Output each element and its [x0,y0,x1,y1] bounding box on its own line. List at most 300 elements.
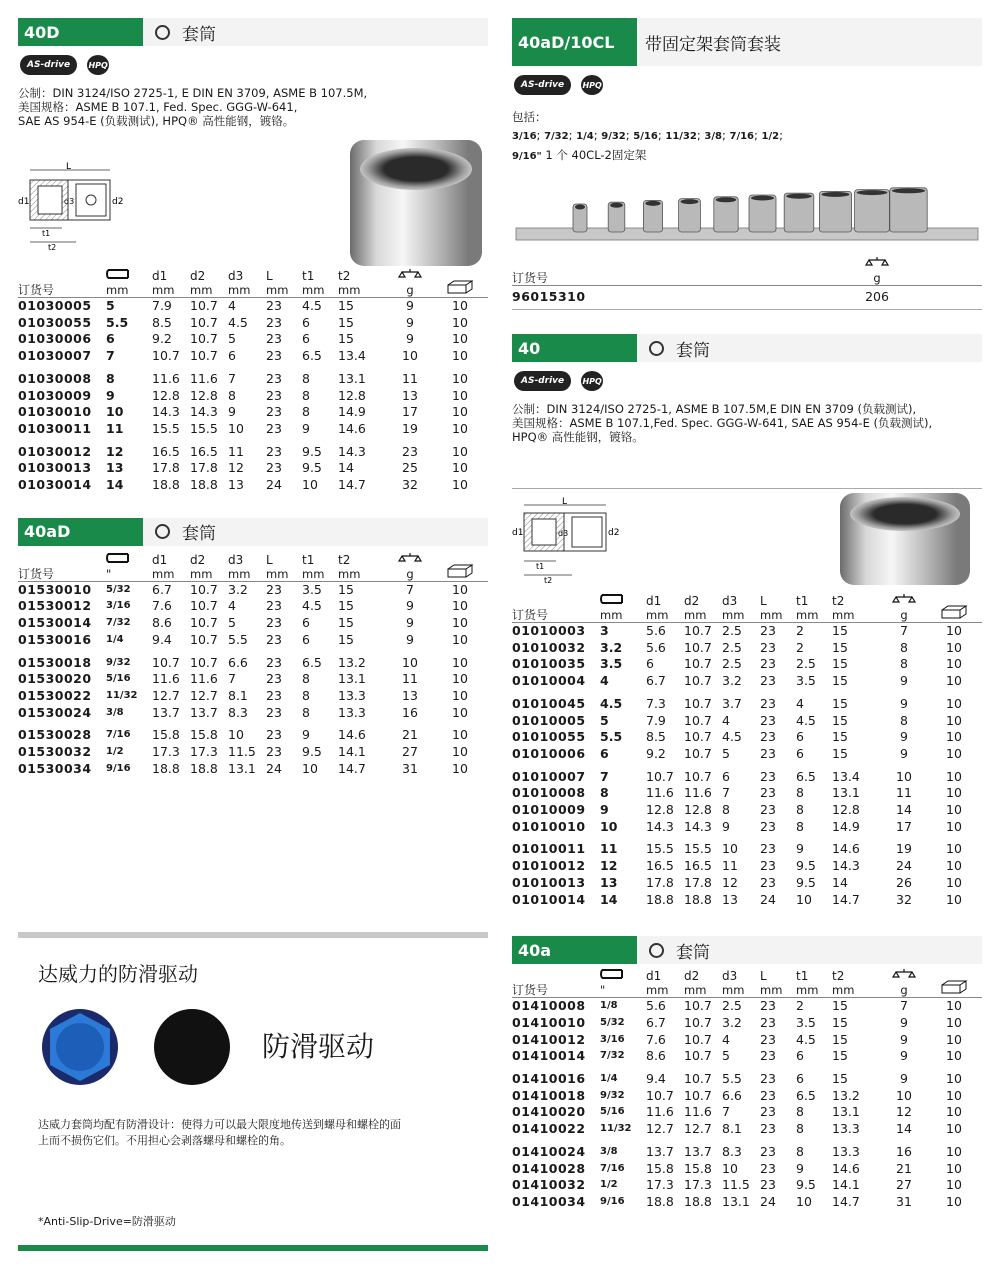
table-row [18,438,488,461]
table-row [18,632,488,649]
d1-value: 7.9 [646,712,666,728]
l-value: 23 [760,858,776,874]
order-number: 01030055 [18,314,92,330]
hpq-logo: HPQ [581,371,603,391]
package-quantity-icon [447,564,473,578]
l-value: 23 [760,802,776,818]
d2-value: 17.3 [684,1177,712,1193]
d3-value: 13.1 [722,1193,750,1209]
unit-label: mm [684,608,707,622]
d1-value: 10.7 [646,768,674,784]
size-value: 4.5 [600,695,623,711]
d2-value: 12.8 [190,387,218,403]
pack-qty-value: 10 [452,404,468,420]
d3-value: 12 [722,874,738,890]
size-value: 14 [106,477,124,493]
table-row [512,1032,982,1049]
d2-value: 17.8 [684,874,712,890]
d3-value: 13 [722,891,738,907]
standards-line: 美国规格：ASME B 107.1,Fed. Spec. GGG-W-641, SAE AS 954-E (负载测试), [512,416,933,430]
d1-value: 11.6 [152,370,180,386]
as-drive-logo: AS-drive [20,55,77,75]
includes-size: 7/16 [729,131,755,142]
table-row [18,460,488,477]
d3-value: 13 [228,477,244,493]
pack-qty-value: 10 [452,387,468,403]
t2-value: 15 [832,1048,848,1064]
d2-value: 15.5 [684,841,712,857]
size-value: 7/16 [106,729,131,741]
t1-value: 3.5 [302,581,322,597]
rail-socket-opening [645,201,660,206]
order-number: 01410024 [512,1143,586,1159]
socket-photo [840,493,970,585]
includes-size: 1/4 [576,131,594,142]
table-row [512,763,982,786]
weight-scale-icon [399,552,421,564]
t1-value: 8 [796,1104,804,1120]
logo-row [514,74,982,96]
table-row [512,1015,982,1032]
size-value: 3.5 [600,656,623,672]
pack-qty-value: 10 [452,631,468,647]
t2-value: 12.8 [338,387,366,403]
d1-value: 12.8 [152,387,180,403]
l-value: 24 [760,891,776,907]
size-value: 13 [600,874,618,890]
order-number: 01030014 [18,477,92,493]
table-row [18,671,488,688]
footer-bar [18,1245,488,1251]
section-title: 套筒 [676,942,710,963]
diagram-label: d3 [64,197,75,206]
pack-qty-value: 10 [946,656,962,672]
order-number: 01410016 [512,1071,586,1087]
l-value: 23 [760,1177,776,1193]
size-value: 9 [600,802,609,818]
table-row [18,315,488,332]
order-number: 01030013 [18,460,92,476]
d1-value: 5.6 [646,998,666,1014]
pack-qty-value: 10 [452,598,468,614]
d1-value: 8.6 [152,615,172,631]
l-value: 23 [266,460,282,476]
d1-value: 18.8 [646,1193,674,1209]
l-value: 23 [760,841,776,857]
d2-value: 10.7 [190,654,218,670]
hpq-logo: HPQ [87,55,109,75]
socket-ring-icon [649,943,664,958]
standards-line: 美国规格：ASME B 107.1, Fed. Spec. GGG-W-641, [18,100,298,114]
d3-value: 8 [722,802,730,818]
order-number: 01010006 [512,745,586,761]
size-value: 10 [106,404,124,420]
order-number: 01010008 [512,785,586,801]
d2-value: 10.7 [684,1031,712,1047]
size-value: 6 [106,331,115,347]
unit-label: mm [266,283,289,297]
weight-scale-icon [399,268,421,280]
l-value: 23 [266,387,282,403]
table-row [512,998,982,1015]
order-number: 01530010 [18,581,92,597]
weight-value: 7 [900,623,908,638]
pack-qty-value: 10 [452,687,468,703]
d3-value: 8.3 [228,704,248,720]
size-value: 9/16 [600,1195,625,1207]
anti-slip-socket-image [40,1007,120,1087]
d2-value: 10.7 [684,998,712,1014]
size-value: 9 [106,387,115,403]
package-quantity-icon [941,605,967,619]
t2-value: 14.3 [832,858,860,874]
d1-value: 7.6 [646,1031,666,1047]
t2-value: 14 [832,874,848,890]
table-row [18,744,488,761]
d2-value: 10.7 [684,695,712,711]
table-row [512,673,982,690]
t1-value: 8 [302,404,310,420]
t2-value: 14.7 [338,760,366,776]
table-row [18,404,488,421]
d3-value: 9 [228,404,236,420]
right-column [512,18,982,1211]
pack-qty-value: 10 [946,841,962,857]
unit-label: mm [796,608,819,622]
d3-value: 5.5 [722,1071,742,1087]
d1-value: 18.8 [152,477,180,493]
table-row [18,581,488,598]
unit-label: mm [190,283,213,297]
column-header-d2: d2 [684,594,700,608]
d2-value: 10.7 [684,623,712,638]
unit-label: mm [722,983,745,998]
weight-value: 17 [896,818,912,834]
table-row [18,477,488,494]
t2-value: 13.3 [832,1121,860,1137]
order-number: 01010014 [512,891,586,907]
table-row [18,331,488,348]
d1-value: 8.6 [646,1048,666,1064]
table-row [18,761,488,778]
size-value: 1/2 [106,746,124,758]
includes-size: 1/2 [761,131,780,142]
size-value: 3/16 [600,1033,625,1045]
unit-label: " [106,566,112,581]
weight-value: 25 [402,460,418,476]
d3-value: 5 [722,1048,730,1064]
weight-value: 9 [406,298,414,313]
t2-value: 15 [338,631,354,647]
socket-ring-icon [649,341,664,356]
pack-qty-value: 10 [946,998,962,1014]
unit-label: mm [832,608,855,622]
weight-value: 31 [896,1193,912,1209]
column-header-d3: d3 [722,969,738,984]
d3-value: 8.3 [722,1143,742,1159]
l-value: 23 [266,420,282,436]
d2-value: 15.5 [190,420,218,436]
l-value: 23 [266,704,282,720]
d1-value: 16.5 [152,443,180,459]
size-value: 7/32 [106,617,131,629]
pack-qty-value: 10 [452,420,468,436]
l-value: 23 [266,370,282,386]
table-row [512,286,982,310]
description-line: 上而不损伤它们。不用担心会剥落螺母和螺栓的角。 [38,1134,291,1147]
d2-value: 10.7 [684,1071,712,1087]
weight-value: 27 [402,744,418,760]
l-value: 23 [266,671,282,687]
l-value: 23 [760,1160,776,1176]
diagram-label: t1 [42,229,51,238]
weight-value: 13 [402,387,418,403]
socket-ring-icon [155,524,170,539]
standards-text [512,402,982,444]
t1-value: 9 [796,1160,804,1176]
d3-value: 4 [228,298,236,313]
weight-value: 10 [402,654,418,670]
d2-value: 10.7 [190,598,218,614]
order-number: 01410012 [512,1031,586,1047]
d2-value: 10.7 [190,331,218,347]
size-value: 11 [600,841,618,857]
order-number: 01010045 [512,695,586,711]
unit-label: mm [600,608,623,622]
rail-socket-opening [892,188,925,193]
table-row [512,1088,982,1105]
weight-value: 206 [865,289,889,305]
weight-scale-icon [893,968,915,980]
t2-value: 14.9 [338,404,366,420]
spec-table-40 [512,593,982,908]
pack-qty-value: 10 [946,785,962,801]
diagram-label: L [562,497,568,507]
weight-value: 14 [896,802,912,818]
pack-qty-value: 10 [452,331,468,347]
pack-qty-value: 10 [946,1121,962,1137]
weight-value: 9 [900,695,908,711]
column-header-t2: t2 [832,594,845,608]
l-value: 23 [266,443,282,459]
table-row [512,690,982,713]
l-value: 23 [760,639,776,655]
weight-value: 7 [900,998,908,1014]
unit-label: g [406,566,414,581]
order-number: 01530032 [18,744,92,760]
diagram-label: d2 [608,528,620,538]
order-number: 01410014 [512,1048,586,1064]
t1-value: 9 [302,727,310,743]
l-value: 23 [760,695,776,711]
table-row [512,785,982,802]
table-row [512,819,982,836]
l-value: 23 [760,874,776,890]
order-number: 01010055 [512,729,586,745]
weight-value: 11 [896,785,912,801]
d3-value: 2.5 [722,656,742,672]
pack-qty-value: 10 [946,1087,962,1103]
d2-value: 15.8 [190,727,218,743]
d1-value: 9.2 [646,745,666,761]
pack-qty-value: 10 [452,370,468,386]
spec-table-40a [512,968,982,1210]
rail-socket-opening [610,203,623,208]
order-number: 01010011 [512,841,586,857]
unit-label: g [900,608,908,622]
order-number: 01010032 [512,639,586,655]
l-value: 23 [266,404,282,420]
unit-label: g [406,283,414,297]
l-value: 23 [760,712,776,728]
weight-value: 10 [896,1087,912,1103]
t2-value: 13.3 [338,704,366,720]
t1-value: 6.5 [796,768,816,784]
pack-qty-value: 10 [946,745,962,761]
pack-qty-value: 10 [452,443,468,459]
table-row [512,1104,982,1121]
size-value: 11/32 [106,689,138,701]
weight-value: 32 [896,891,912,907]
d1-value: 6.7 [646,673,666,689]
column-header-order: 订货号 [18,283,55,297]
size-value: 12 [600,858,618,874]
anti-slip-black-circle [152,1007,232,1087]
l-value: 23 [266,581,282,597]
pack-qty-value: 10 [946,768,962,784]
t2-value: 14.1 [832,1177,860,1193]
d3-value: 7 [228,370,236,386]
unit-label: mm [190,566,213,581]
pack-qty-value: 10 [946,818,962,834]
d1-value: 12.7 [646,1121,674,1137]
order-number: 01530016 [18,631,92,647]
d2-value: 10.7 [190,298,218,313]
d2-value: 10.7 [684,712,712,728]
pack-qty-value: 10 [946,1071,962,1087]
t2-value: 15 [338,615,354,631]
size-value: 8 [600,785,609,801]
weight-value: 11 [402,370,418,386]
diagram-label: t2 [48,243,57,252]
order-number: 01530022 [18,687,92,703]
anti-slip-description [38,1117,488,1149]
weight-value: 26 [896,874,912,890]
size-value: 5/16 [106,673,131,685]
order-number: 96015310 [512,289,586,305]
order-number: 01410034 [512,1193,586,1209]
includes-label: 包括： [512,110,547,124]
table-row [18,721,488,744]
section-code: 40D [18,18,143,46]
d3-value: 6.6 [228,654,248,670]
pack-qty-value: 10 [946,639,962,655]
t1-value: 9.5 [302,460,322,476]
d3-value: 4 [228,598,236,614]
order-number: 01030005 [18,298,92,313]
d3-value: 3.2 [722,673,742,689]
d1-value: 7.9 [152,298,172,313]
size-value: 5 [600,712,609,728]
table-row [512,656,982,673]
table-row [18,615,488,632]
order-number: 01030012 [18,443,92,459]
t2-value: 15 [338,314,354,330]
size-value: 10 [600,818,618,834]
t2-value: 15 [338,581,354,597]
column-header-d3: d3 [228,269,244,283]
t2-value: 13.1 [338,671,366,687]
l-value: 23 [266,314,282,330]
d1-value: 15.8 [152,727,180,743]
weight-value: 9 [406,615,414,631]
d2-value: 11.6 [684,785,712,801]
t1-value: 6 [302,314,310,330]
t1-value: 8 [302,671,310,687]
d3-value: 2.5 [722,639,742,655]
t1-value: 6 [796,1071,804,1087]
t2-value: 13.2 [338,654,366,670]
table-row [512,640,982,657]
t2-value: 14.6 [832,841,860,857]
t2-value: 15 [832,639,848,655]
t2-value: 13.1 [338,370,366,386]
d1-value: 5.6 [646,639,666,655]
order-number: 01010003 [512,623,586,638]
order-number: 01410008 [512,998,586,1014]
column-header-d1: d1 [646,969,662,984]
size-value: 5/32 [106,583,131,595]
d1-value: 5.6 [646,623,666,638]
section-code: 40aD [18,518,143,546]
d3-value: 6 [228,348,236,364]
d3-value: 12 [228,460,244,476]
unit-label: mm [646,983,669,998]
pack-qty-value: 10 [946,729,962,745]
d1-value: 16.5 [646,858,674,874]
pack-qty-value: 10 [946,1048,962,1064]
section-code: 40a [512,936,637,964]
weight-value: 8 [900,712,908,728]
pack-qty-value: 10 [946,1014,962,1030]
pack-qty-value: 10 [452,298,468,313]
weight-value: 17 [402,404,418,420]
section-code: 40aD/10CL [512,18,637,66]
t2-value: 13.4 [832,768,860,784]
l-value: 23 [760,1048,776,1064]
t1-value: 9 [796,841,804,857]
l-value: 24 [266,477,282,493]
column-header-d1: d1 [152,269,168,283]
unit-label: mm [266,566,289,581]
standards-text [18,86,488,128]
unit-label: mm [228,566,251,581]
d2-value: 10.7 [684,1087,712,1103]
table-row [18,649,488,672]
column-header-t1: t1 [302,269,315,283]
d2-value: 10.7 [684,768,712,784]
size-value: 11 [106,420,124,436]
t2-value: 15 [832,695,848,711]
unit-label: mm [338,566,361,581]
section-title: 套筒 [676,340,710,361]
size-value: 8 [106,370,115,386]
socket-dimension-diagram [512,499,622,587]
order-number: 01530012 [18,598,92,614]
d2-value: 12.7 [190,687,218,703]
pack-qty-value: 10 [946,1104,962,1120]
d1-value: 9.2 [152,331,172,347]
